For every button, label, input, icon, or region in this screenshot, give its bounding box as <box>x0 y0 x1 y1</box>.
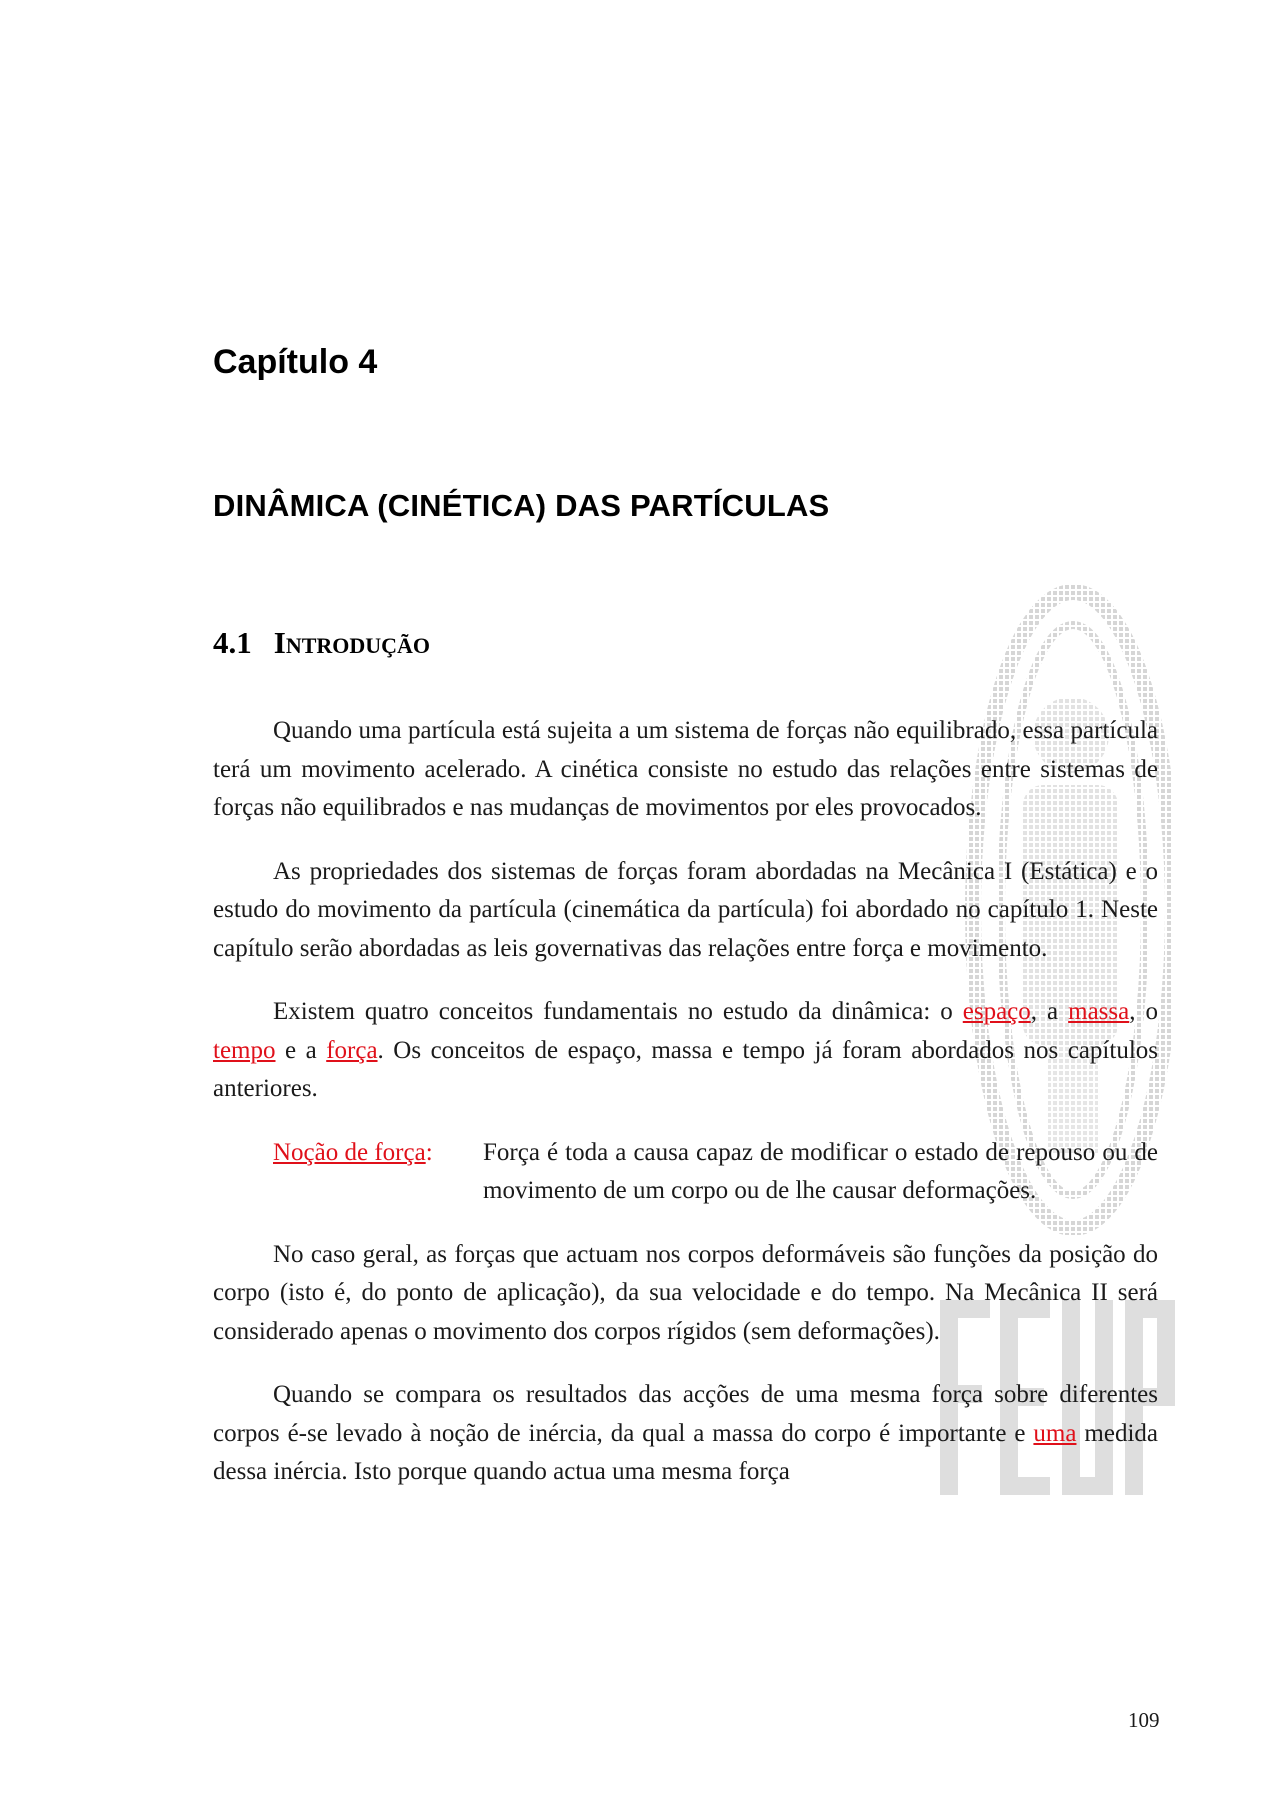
paragraph-4: No caso geral, as forças que actuam nos corpos deformáveis são funções da posição do corpo (isto é, do ponto de aplicação), da sua velocidade e do tempo. Na Mecânica II será considerado apenas o movimento dos corpos rígidos (sem deformações). <box>213 1240 1158 1345</box>
paragraph-1: Quando uma partícula está sujeita a um sistema de forças não equilibrado, essa partícula terá um movimento acelerado. A cinética consiste no estudo das relações entre sistemas de forças não equilibrados e nas mudanças de movimentos por eles provocados. <box>213 717 1158 821</box>
keyword-forca: força <box>326 1036 378 1064</box>
body-text <box>213 712 1158 1517</box>
definition-text: Força é toda a causa capaz de modificar o estado de repouso ou de movimento de um corpo ou de lhe causar deformações. <box>483 1138 1158 1204</box>
definition-term: Noção de força: <box>273 1138 433 1166</box>
keyword-uma: uma <box>1033 1419 1077 1447</box>
definition-block <box>213 1134 1158 1211</box>
keyword-tempo: tempo <box>213 1036 276 1064</box>
paragraph-5: Quando se compara os resultados das acções de uma mesma força sobre diferentes corpos é-se levado à noção de inércia, da qual a massa do corpo é importante e uma medida dessa inércia. Isto porque quando actua uma mesma força <box>213 1381 1158 1485</box>
section-title: Introdução <box>273 625 431 660</box>
section-number: 4.1 <box>213 625 252 660</box>
paragraph-3: Existem quatro conceitos fundamentais no estudo da dinâmica: o espaço, a massa, o tempo e a força. Os conceitos de espaço, massa e tempo já foram abordados nos capítulos anteriores. <box>213 998 1158 1102</box>
section-heading <box>213 625 430 661</box>
chapter-title: DINÂMICA (CINÉTICA) DAS PARTÍCULAS <box>213 488 830 523</box>
chapter-label: Capítulo 4 <box>213 343 378 381</box>
paragraph-2: As propriedades dos sistemas de forças foram abordadas na Mecânica I (Estática) e o estudo do movimento da partícula (cinemática da partícula) foi abordado no capítulo 1. Neste capítulo serão abordadas as leis governativas das relações entre força e movimento. <box>213 857 1158 962</box>
keyword-espaco: espaço <box>962 998 1031 1025</box>
page-number: 109 <box>1128 1708 1160 1732</box>
keyword-massa: massa <box>1068 998 1130 1025</box>
